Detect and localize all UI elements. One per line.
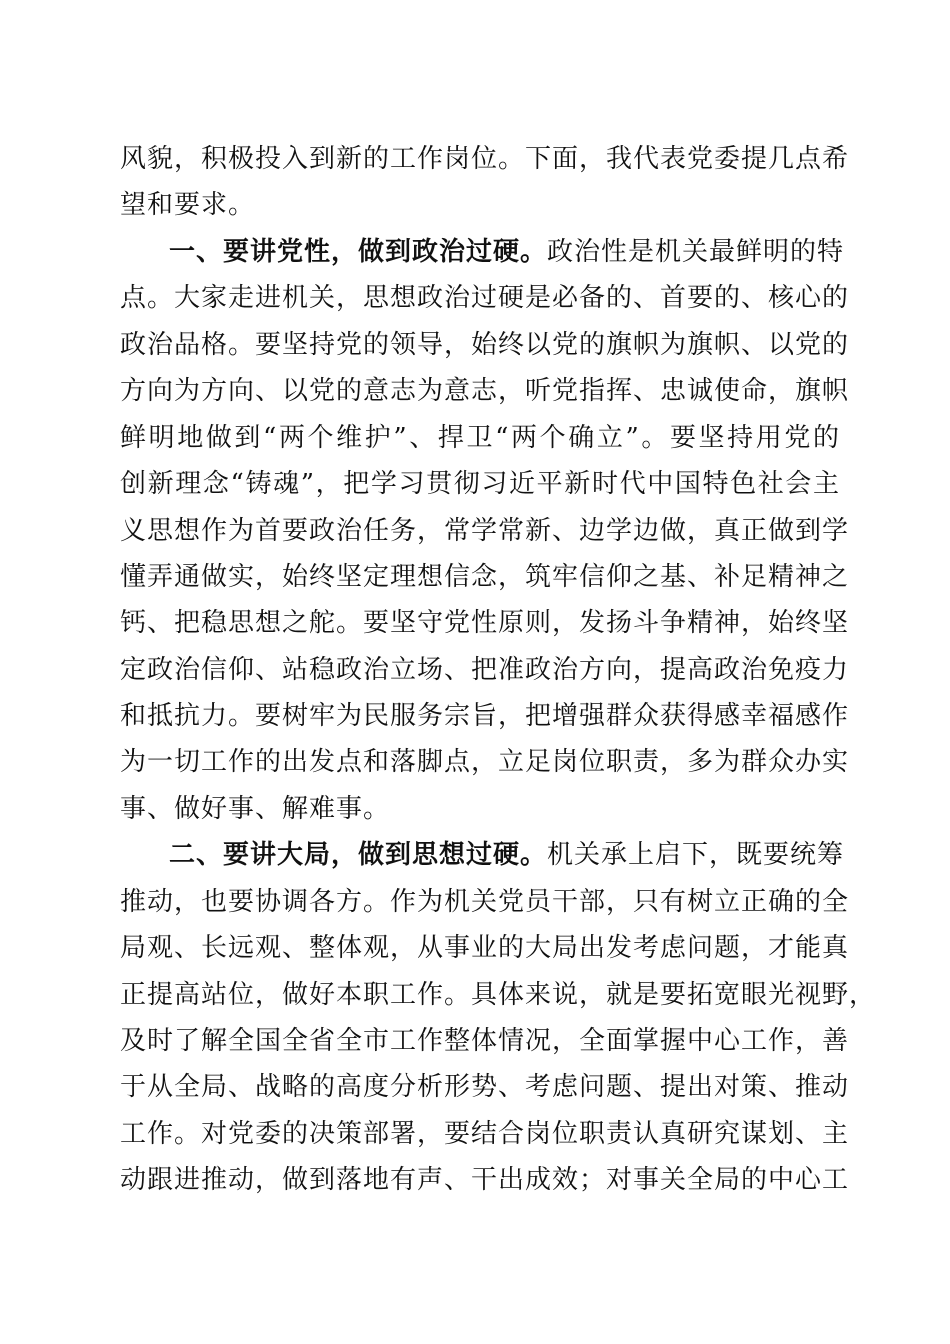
line-text: 政治性是机关最鲜明的特: [547, 237, 845, 267]
text-line: [120, 975, 877, 1015]
line-text: 正提高站位，做好本职工作。具体来说，就是要拓宽眼光视野，: [120, 980, 877, 1010]
line-text: 机关承上启下，既要统筹: [547, 840, 845, 870]
line-text: 义思想作为首要政治任务，常学常新、边学边做，真正做到学: [120, 516, 850, 546]
line-text: 和抵抗力。要树牢为民服务宗旨，把增强群众获得感幸福感作: [120, 701, 850, 731]
text-line: [120, 557, 850, 597]
text-line: [120, 882, 850, 922]
line-text: 创新理念“铸魂”，把学习贯彻习近平新时代中国特色社会主: [120, 469, 840, 499]
text-line: [120, 139, 850, 179]
text-line: [120, 371, 850, 411]
text-line: [120, 1067, 850, 1107]
line-text: 点。大家走进机关，思想政治过硬是必备的、首要的、核心的: [120, 283, 850, 313]
text-line: [120, 742, 850, 782]
line-text: 定政治信仰、站稳政治立场、把准政治方向，提高政治免疫力: [120, 655, 850, 685]
line-text: 鲜明地做到“两个维护”、捍卫“两个确立”。要坚持用党的: [120, 423, 840, 453]
text-line: [120, 650, 850, 690]
text-line: [120, 278, 850, 318]
line-text: 及时了解全国全省全市工作整体情况，全面掌握中心工作，善: [120, 1026, 850, 1056]
text-line: [120, 185, 840, 225]
text-line: [120, 1114, 850, 1154]
line-text: 钙、把稳思想之舵。要坚守党性原则，发扬斗争精神，始终坚: [120, 608, 850, 638]
text-line: [120, 1021, 850, 1061]
text-line: [120, 511, 850, 551]
text-line: [120, 1160, 850, 1200]
text-line: [120, 464, 840, 504]
line-text: 懂弄通做实，始终坚定理想信念，筑牢信仰之基、补足精神之: [120, 562, 850, 592]
line-text: 方向为方向、以党的意志为意志，听党指挥、忠诚使命，旗帜: [120, 376, 850, 406]
section-heading-line: [169, 232, 845, 272]
text-line: [120, 789, 840, 829]
line-text: 工作。对党委的决策部署，要结合岗位职责认真研究谋划、主: [120, 1119, 850, 1149]
section-heading: 一、要讲党性，做到政治过硬。: [169, 237, 548, 267]
text-line: [120, 928, 850, 968]
text-line: [120, 325, 850, 365]
line-text: 风貌，积极投入到新的工作岗位。下面，我代表党委提几点希: [120, 144, 850, 174]
section-heading-line: [169, 835, 845, 875]
line-text: 于从全局、战略的高度分析形势、考虑问题、提出对策、推动: [120, 1072, 850, 1102]
line-text: 政治品格。要坚持党的领导，始终以党的旗帜为旗帜、以党的: [120, 330, 850, 360]
line-text: 动跟进推动，做到落地有声、干出成效；对事关全局的中心工: [120, 1165, 850, 1195]
line-text: 事、做好事、解难事。: [120, 794, 391, 824]
line-text: 为一切工作的出发点和落脚点，立足岗位职责，多为群众办实: [120, 747, 850, 777]
text-line: [120, 418, 840, 458]
line-text: 局观、长远观、整体观，从事业的大局出发考虑问题，才能真: [120, 933, 850, 963]
line-text: 推动，也要协调各方。作为机关党员干部，只有树立正确的全: [120, 887, 850, 917]
text-line: [120, 603, 850, 643]
section-heading: 二、要讲大局，做到思想过硬。: [169, 840, 548, 870]
text-line: [120, 696, 850, 736]
line-text: 望和要求。: [120, 190, 256, 220]
